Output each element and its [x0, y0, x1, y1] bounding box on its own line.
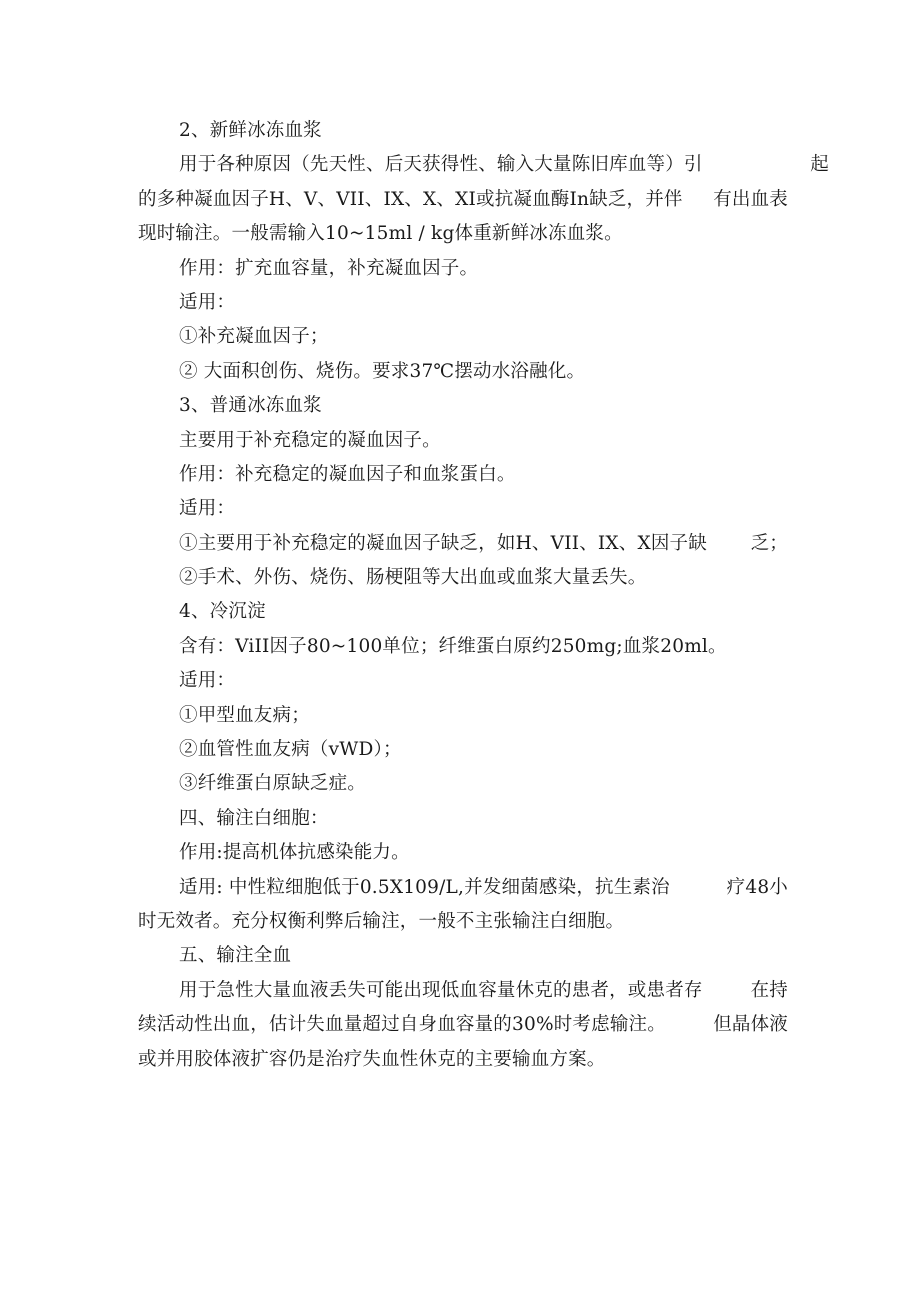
indication-label: 适用：: [179, 670, 236, 692]
list-item: ①主要用于补充稳定的凝血因子缺乏，如H、VII、IX、X因子缺 乏；: [179, 532, 788, 554]
document-body: [138, 114, 829, 1077]
section-heading-cryoprecipitate: 4、冷沉淀: [179, 601, 266, 623]
paragraph-line: 时无效者。充分权衡利弊后输注，一般不主张输注白细胞。: [138, 910, 625, 932]
effect-line: 作用：补充稳定的凝血因子和血浆蛋白。: [179, 463, 516, 485]
paragraph-line: 现时输注。一般需输入10~15ml / kg体重新鲜冰冻血浆。: [138, 223, 623, 245]
list-item: ② 大面积创伤、烧伤。要求37℃摆动水浴融化。: [179, 360, 586, 382]
paragraph-line: 适用: 中性粒细胞低于0.5X109/L,并发细菌感染，抗生素治 疗48小: [179, 876, 788, 898]
effect-line: 作用：扩充血容量，补充凝血因子。: [179, 257, 479, 279]
paragraph-line: 续活动性出血，估计失血量超过自身血容量的30%时考虑输注。 但晶体液: [138, 1014, 788, 1036]
section-heading-white-cells: 四、输注白细胞：: [179, 807, 329, 829]
list-item: ②血管性血友病（vWD）；: [179, 739, 402, 761]
paragraph-line: 用于急性大量血液丢失可能出现低血容量休克的患者，或患者存 在持: [179, 979, 788, 1001]
paragraph-line: 的多种凝血因子H、V、VII、IX、X、XI或抗凝血酶In缺乏，并伴 有出血表: [138, 188, 788, 210]
list-item: ②手术、外伤、烧伤、肠梗阻等大出血或血浆大量丢失。: [179, 567, 647, 589]
list-item: ①补充凝血因子；: [179, 326, 329, 348]
indication-label: 适用：: [179, 291, 236, 313]
paragraph-line: 或并用胶体液扩容仍是治疗失血性休克的主要输血方案。: [138, 1048, 606, 1070]
effect-line: 作用:提高机体抗感染能力。: [179, 842, 410, 864]
section-heading-fresh-frozen-plasma: 2、新鲜冰冻血浆: [179, 120, 322, 141]
section-heading-frozen-plasma: 3、普通冰冻血浆: [179, 395, 322, 417]
contents-line: 含有：ViII因子80~100单位；纤维蛋白原约250mg;血浆20ml。: [179, 635, 727, 657]
indication-label: 适用：: [179, 498, 236, 520]
section-heading-whole-blood: 五、输注全血: [179, 945, 292, 967]
list-item: ③纤维蛋白原缺乏症。: [179, 773, 367, 795]
paragraph-line: 用于各种原因（先天性、后天获得性、输入大量陈旧库血等）引 起: [179, 154, 829, 176]
list-item: ①甲型血友病；: [179, 704, 310, 726]
paragraph-line: 主要用于补充稳定的凝血因子。: [179, 429, 441, 451]
